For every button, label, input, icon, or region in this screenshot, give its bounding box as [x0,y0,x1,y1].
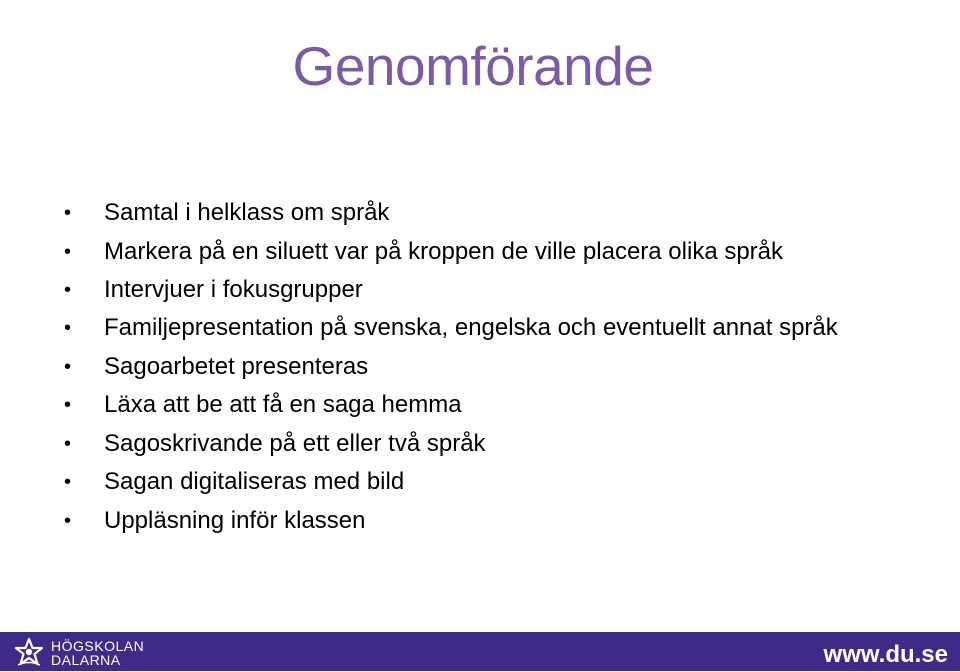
bullet-text: Sagoarbetet presenteras [104,352,369,380]
bullet-item [64,310,884,348]
bullet-text: Markera på en siluett var på kroppen de ville placera olika språk [104,237,784,265]
bullet-dot: • [64,279,72,301]
footer-url-link[interactable]: www.du.se [823,641,948,668]
bullet-item [64,348,884,387]
bullet-text: Sagoskrivande på ett eller två språk [104,429,486,457]
bullet-list [64,194,884,540]
bullet-dot: • [64,394,72,416]
bullet-dot: • [64,432,72,455]
logo-line-2: DALARNA [51,652,121,668]
bullet-text: Läxa att be att få en saga hemma [104,391,462,418]
bullet-item [64,271,884,310]
bullet-text: Familjepresentation på svenska, engelska och eventuellt annat språk [104,313,838,341]
bullet-item [64,386,884,425]
slide-title: Genomförande [292,35,654,97]
university-logo[interactable] [12,637,144,669]
bullet-item [64,463,884,502]
bullet-item [64,502,884,541]
footer-bar [0,632,960,671]
bullet-dot: • [64,471,72,493]
university-crest-icon [12,637,46,669]
bullet-dot: • [64,509,72,532]
bullet-dot: • [64,202,72,224]
bullet-dot: • [64,240,72,263]
bullet-item [64,233,884,272]
logo-line-1: HÖGSKOLAN [51,638,145,654]
bullet-item [64,194,884,233]
bullet-text: Intervjuer i fokusgrupper [104,276,363,303]
bullet-text: Sagan digitaliseras med bild [104,468,405,495]
bullet-dot: • [64,316,72,339]
logo-wordmark [51,639,144,667]
bullet-text: Samtal i helklass om språk [104,199,390,226]
bullet-item [64,425,884,464]
bullet-dot: • [64,355,72,378]
bullet-text: Uppläsning inför klassen [104,506,366,534]
